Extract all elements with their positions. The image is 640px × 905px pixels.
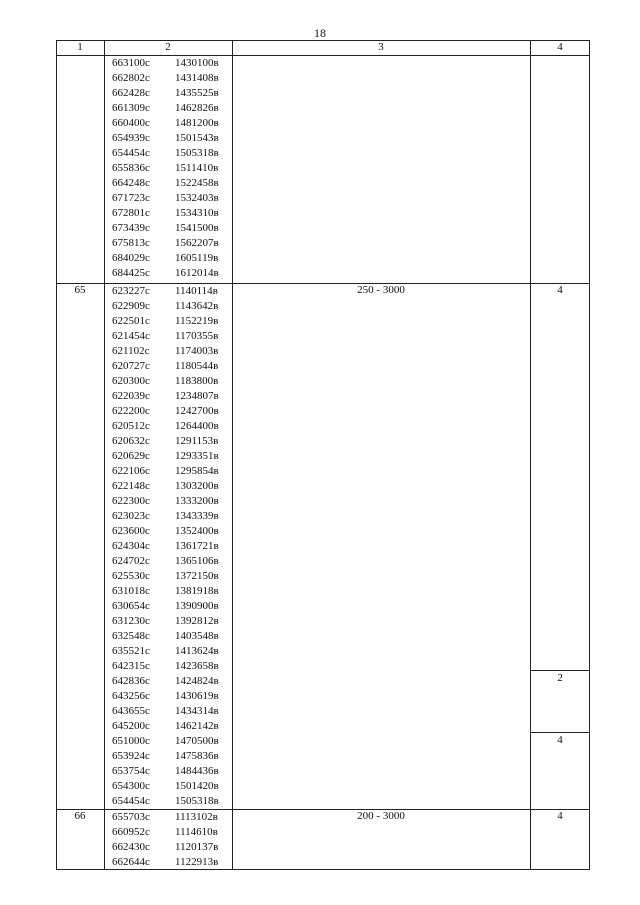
longitude-value: 1423658в: [175, 660, 219, 672]
latitude-value: 654454с: [112, 795, 150, 807]
latitude-value: 620629с: [112, 450, 150, 462]
latitude-value: 672801с: [112, 207, 150, 219]
longitude-value: 1392812в: [175, 615, 219, 627]
longitude-value: 1562207в: [175, 237, 219, 249]
latitude-value: 642315с: [112, 660, 150, 672]
longitude-value: 1174003в: [175, 345, 219, 357]
row-number-66: 66: [74, 810, 86, 822]
latitude-value: 654939с: [112, 132, 150, 144]
latitude-value: 643256с: [112, 690, 150, 702]
longitude-value: 1143642в: [175, 300, 219, 312]
coordinates-table: [56, 40, 590, 870]
latitude-value: 631230с: [112, 615, 150, 627]
longitude-value: 1501543в: [175, 132, 219, 144]
depth-range-65: 250 - 3000: [357, 284, 405, 296]
latitude-value: 645200с: [112, 720, 150, 732]
longitude-value: 1264400в: [175, 420, 219, 432]
latitude-value: 624702с: [112, 555, 150, 567]
header-col-1: 1: [77, 41, 83, 53]
longitude-value: 1435525в: [175, 87, 219, 99]
longitude-value: 1365106в: [175, 555, 219, 567]
longitude-value: 1122913в: [175, 856, 219, 868]
latitude-value: 673439с: [112, 222, 150, 234]
latitude-value: 642836с: [112, 675, 150, 687]
header-col-3: 3: [378, 41, 384, 53]
longitude-value: 1381918в: [175, 585, 219, 597]
longitude-value: 1505318в: [175, 147, 219, 159]
longitude-value: 1534310в: [175, 207, 219, 219]
longitude-value: 1372150в: [175, 570, 219, 582]
longitude-value: 1505318в: [175, 795, 219, 807]
longitude-value: 1183800в: [175, 375, 219, 387]
longitude-value: 1390900в: [175, 600, 219, 612]
longitude-value: 1484436в: [175, 765, 219, 777]
longitude-value: 1152219в: [175, 315, 219, 327]
longitude-value: 1501420в: [175, 780, 219, 792]
longitude-value: 1522458в: [175, 177, 219, 189]
longitude-value: 1462826в: [175, 102, 219, 114]
latitude-value: 623023с: [112, 510, 150, 522]
latitude-value: 623600с: [112, 525, 150, 537]
page-number: 18: [314, 26, 326, 40]
longitude-value: 1170355в: [175, 330, 219, 342]
category-65-b: 2: [557, 672, 563, 684]
latitude-value: 663100с: [112, 57, 150, 69]
latitude-value: 620632с: [112, 435, 150, 447]
longitude-value: 1541500в: [175, 222, 219, 234]
latitude-value: 635521с: [112, 645, 150, 657]
longitude-value: 1352400в: [175, 525, 219, 537]
latitude-value: 621102с: [112, 345, 150, 357]
latitude-value: 622300с: [112, 495, 150, 507]
longitude-value: 1532403в: [175, 192, 219, 204]
row-number-65: 65: [74, 284, 86, 296]
longitude-value: 1242700в: [175, 405, 219, 417]
longitude-value: 1481200в: [175, 117, 219, 129]
depth-range-66: 200 - 3000: [357, 810, 405, 822]
longitude-value: 1470500в: [175, 735, 219, 747]
latitude-value: 661309с: [112, 102, 150, 114]
latitude-value: 643655с: [112, 705, 150, 717]
latitude-value: 654454с: [112, 147, 150, 159]
longitude-value: 1180544в: [175, 360, 219, 372]
longitude-value: 1431408в: [175, 72, 219, 84]
longitude-value: 1413624в: [175, 645, 219, 657]
latitude-value: 622501с: [112, 315, 150, 327]
longitude-value: 1434314в: [175, 705, 219, 717]
longitude-value: 1303200в: [175, 480, 219, 492]
longitude-value: 1114610в: [175, 826, 218, 838]
header-col-2: 2: [165, 41, 171, 53]
latitude-value: 622039с: [112, 390, 150, 402]
latitude-value: 622200с: [112, 405, 150, 417]
latitude-value: 653924с: [112, 750, 150, 762]
latitude-value: 675813с: [112, 237, 150, 249]
longitude-value: 1120137в: [175, 841, 219, 853]
latitude-value: 662428с: [112, 87, 150, 99]
latitude-value: 620300с: [112, 375, 150, 387]
latitude-value: 660952с: [112, 826, 150, 838]
longitude-value: 1293351в: [175, 450, 219, 462]
longitude-value: 1430619в: [175, 690, 219, 702]
latitude-value: 655703с: [112, 811, 150, 823]
latitude-value: 662644с: [112, 856, 150, 868]
longitude-value: 1462142в: [175, 720, 219, 732]
longitude-value: 1333200в: [175, 495, 219, 507]
latitude-value: 624304с: [112, 540, 150, 552]
longitude-value: 1430100в: [175, 57, 219, 69]
longitude-value: 1295854в: [175, 465, 219, 477]
longitude-value: 1140114в: [175, 285, 218, 297]
longitude-value: 1361721в: [175, 540, 219, 552]
longitude-value: 1113102в: [175, 811, 218, 823]
latitude-value: 622106с: [112, 465, 150, 477]
longitude-value: 1511410в: [175, 162, 219, 174]
longitude-value: 1424824в: [175, 675, 219, 687]
latitude-value: 684425с: [112, 267, 150, 279]
latitude-value: 622909с: [112, 300, 150, 312]
latitude-value: 654300с: [112, 780, 150, 792]
longitude-value: 1234807в: [175, 390, 219, 402]
latitude-value: 660400с: [112, 117, 150, 129]
header-col-4: 4: [557, 41, 563, 53]
latitude-value: 653754с: [112, 765, 150, 777]
latitude-value: 621454с: [112, 330, 150, 342]
category-65-a: 4: [557, 284, 563, 296]
longitude-value: 1403548в: [175, 630, 219, 642]
longitude-value: 1605119в: [175, 252, 219, 264]
latitude-value: 655836с: [112, 162, 150, 174]
latitude-value: 662430с: [112, 841, 150, 853]
latitude-value: 620512с: [112, 420, 150, 432]
latitude-value: 631018с: [112, 585, 150, 597]
latitude-value: 632548с: [112, 630, 150, 642]
latitude-value: 622148с: [112, 480, 150, 492]
latitude-value: 662802с: [112, 72, 150, 84]
category-66: 4: [557, 810, 563, 822]
latitude-value: 623227с: [112, 285, 150, 297]
category-65-c: 4: [557, 734, 563, 746]
latitude-value: 671723с: [112, 192, 150, 204]
longitude-value: 1475836в: [175, 750, 219, 762]
latitude-value: 620727с: [112, 360, 150, 372]
latitude-value: 684029с: [112, 252, 150, 264]
latitude-value: 664248с: [112, 177, 150, 189]
longitude-value: 1343339в: [175, 510, 219, 522]
latitude-value: 630654с: [112, 600, 150, 612]
latitude-value: 651000с: [112, 735, 150, 747]
longitude-value: 1291153в: [175, 435, 219, 447]
latitude-value: 625530с: [112, 570, 150, 582]
longitude-value: 1612014в: [175, 267, 219, 279]
